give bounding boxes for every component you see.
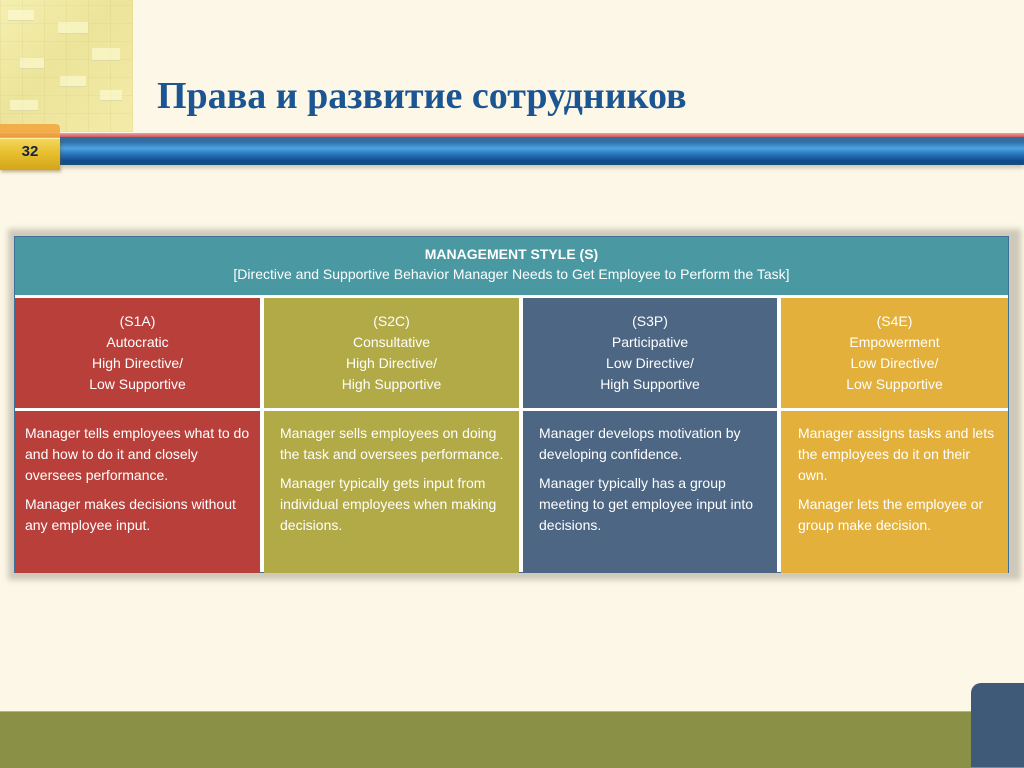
table-subtitle: [Directive and Supportive Behavior Manager Needs to Get Employee to Perform the Task]	[233, 266, 790, 282]
style-name: Empowerment	[849, 334, 940, 350]
description-text: Manager sells employees on doing the task and oversees performance.	[280, 425, 504, 462]
style-header-s4e	[781, 298, 1008, 408]
style-directive: High Directive/	[345, 355, 438, 371]
table-body	[15, 298, 1008, 573]
sticky-notes-photo	[0, 0, 133, 132]
description-text: Manager lets the employee or group make decision.	[798, 496, 984, 533]
description-text: Manager typically gets input from individual employees when making decisions.	[280, 475, 497, 533]
style-code: (S4E)	[876, 313, 913, 329]
corner-decoration	[971, 683, 1024, 767]
style-description-s4e	[781, 411, 1008, 573]
description-text: Manager typically has a group meeting to get employee input into decisions.	[539, 475, 754, 533]
slide-number: 32	[0, 138, 60, 170]
style-description-s1a	[15, 411, 260, 573]
style-code: (S3P)	[632, 313, 668, 329]
style-description-s3p	[523, 411, 777, 573]
note-decoration	[58, 22, 88, 34]
style-supportive: Low Supportive	[89, 376, 186, 392]
description-text: Manager tells employees what to do and how to do it and closely oversees performance.	[25, 425, 250, 483]
header-ribbon	[60, 137, 1024, 165]
style-name: Consultative	[352, 334, 431, 350]
style-header-s1a	[15, 298, 260, 408]
style-supportive: High Supportive	[600, 376, 700, 392]
style-description-s2c	[264, 411, 519, 573]
note-decoration	[20, 58, 44, 69]
style-supportive: High Supportive	[341, 376, 442, 392]
note-decoration	[92, 48, 120, 61]
description-text: Manager makes decisions without any employee input.	[25, 496, 236, 533]
note-decoration	[10, 100, 38, 111]
note-decoration	[8, 10, 34, 21]
slide-title: Права и развитие сотрудников	[157, 75, 687, 117]
slide-footer-band	[0, 711, 1024, 768]
style-header-s2c	[264, 298, 519, 408]
table-title: MANAGEMENT STYLE (S)	[424, 246, 599, 262]
style-directive: Low Directive/	[606, 355, 694, 371]
description-text: Manager develops motivation by developing confidence.	[539, 425, 741, 462]
table-header	[15, 237, 1008, 295]
note-decoration	[100, 90, 122, 101]
note-decoration	[60, 76, 86, 87]
style-header-s3p	[523, 298, 777, 408]
style-directive: Low Directive/	[850, 355, 939, 371]
slide-number-tab	[0, 124, 60, 138]
description-text: Manager assigns tasks and lets the employees do it on their own.	[798, 425, 995, 483]
style-name: Participative	[611, 334, 689, 350]
style-code: (S1A)	[119, 313, 156, 329]
style-directive: High Directive/	[91, 355, 184, 371]
style-supportive: Low Supportive	[846, 376, 943, 392]
style-name: Autocratic	[106, 334, 169, 350]
style-code: (S2C)	[373, 313, 410, 329]
management-style-table	[14, 236, 1009, 573]
